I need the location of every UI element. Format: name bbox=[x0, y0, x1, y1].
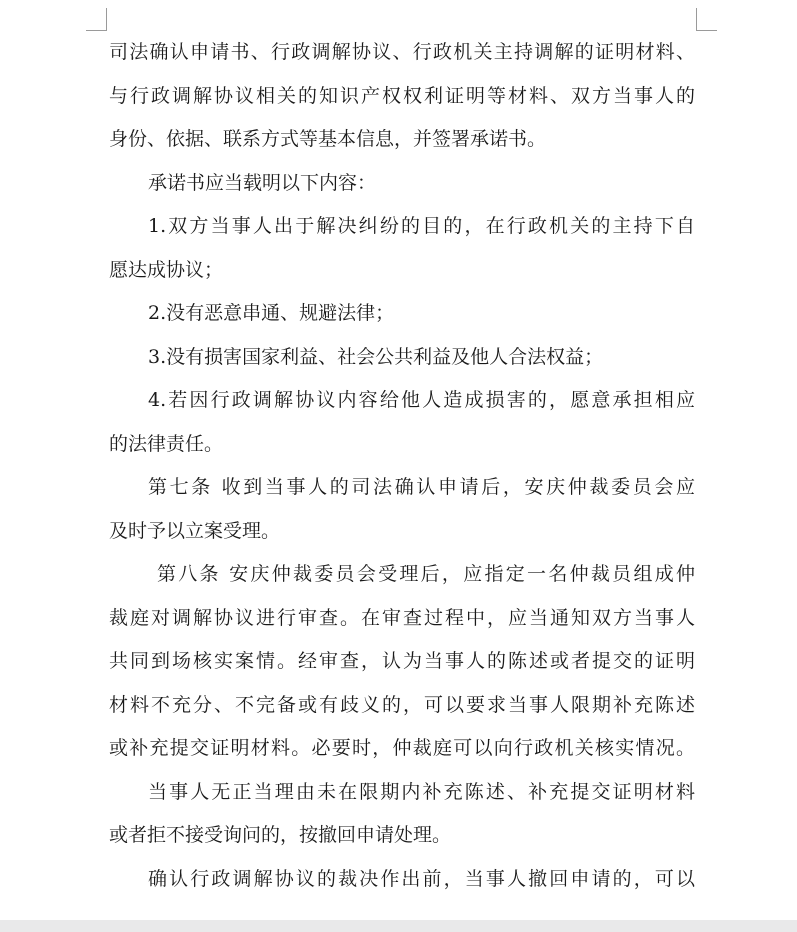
para-item-3 bbox=[109, 341, 695, 385]
text-line: 第七条 收到当事人的司法确认申请后，安庆仲裁委员会应 bbox=[148, 476, 695, 498]
text-line: 身份、依据、联系方式等基本信息，并签署承诺书。 bbox=[109, 128, 547, 150]
text-line: 或补充提交证明材料。必要时，仲裁庭可以向行政机关核实情况。 bbox=[109, 737, 695, 759]
text-line: 确认行政调解协议的裁决作出前，当事人撤回申请的，可以 bbox=[148, 867, 695, 890]
para-commitment-intro bbox=[109, 167, 695, 211]
para-item-2 bbox=[109, 297, 695, 341]
text-line: 或者拒不接受询问的，按撤回申请处理。 bbox=[109, 824, 452, 846]
text-line: 4.若因行政调解协议内容给他人造成损害的，愿意承担相应 bbox=[148, 389, 695, 411]
para-article-7 bbox=[109, 471, 695, 558]
text-line: 司法确认申请书、行政调解协议、行政机关主持调解的证明材料、 bbox=[109, 41, 695, 63]
para-item-1 bbox=[109, 210, 695, 297]
text-line: 的法律责任。 bbox=[109, 432, 224, 455]
margin-corner-top-left bbox=[86, 8, 107, 31]
text-line: 当事人无正当理由未在限期内补充陈述、补充提交证明材料 bbox=[148, 780, 695, 803]
margin-corner-top-right bbox=[696, 8, 717, 31]
text-line: 裁庭对调解协议进行审查。在审查过程中，应当通知双方当事人 bbox=[109, 606, 695, 629]
para-materials bbox=[109, 36, 695, 167]
text-line: 共同到场核实案情。经审查，认为当事人的陈述或者提交的证明 bbox=[109, 650, 695, 672]
text-line: 材料不充分、不完备或有歧义的，可以要求当事人限期补充陈述 bbox=[109, 693, 695, 716]
para-withdrawal-deemed bbox=[109, 776, 695, 863]
text-line: 第八条 安庆仲裁委员会受理后，应指定一名仲裁员组成仲 bbox=[157, 563, 695, 585]
page-gap bbox=[0, 920, 797, 932]
document-body[interactable] bbox=[109, 36, 695, 906]
text-line: 承诺书应当载明以下内容： bbox=[148, 171, 377, 194]
text-line: 2.没有恶意串通、规避法律； bbox=[148, 302, 395, 324]
text-line: 及时予以立案受理。 bbox=[109, 519, 281, 542]
para-article-8 bbox=[109, 558, 695, 776]
para-item-4 bbox=[109, 384, 695, 471]
text-line: 3.没有损害国家利益、社会公共利益及他人合法权益； bbox=[148, 345, 604, 368]
text-line: 与行政调解协议相关的知识产权权利证明等材料、双方当事人的 bbox=[109, 84, 695, 107]
text-line: 愿达成协议； bbox=[109, 258, 224, 281]
para-withdrawal-before-ruling bbox=[109, 863, 695, 907]
text-line: 1.双方当事人出于解决纠纷的目的，在行政机关的主持下自 bbox=[148, 215, 695, 237]
